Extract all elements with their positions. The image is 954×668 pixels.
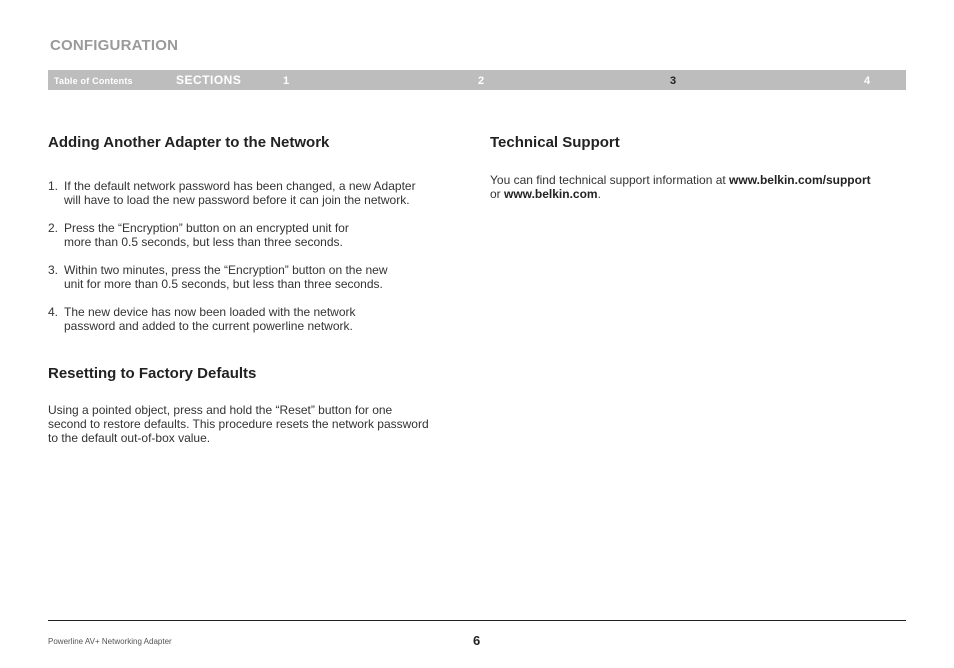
section-title: CONFIGURATION (50, 37, 179, 54)
page-number: 6 (473, 633, 481, 648)
list-item (48, 305, 468, 333)
nav-section-4[interactable]: 4 (864, 75, 871, 87)
step-text-line: The new device has now been loaded with the network (64, 305, 356, 319)
nav-section-1[interactable]: 1 (283, 75, 290, 87)
nav-sections-label: SECTIONS (176, 73, 242, 87)
adding-adapter-steps (48, 179, 468, 333)
step-number: 3. (48, 263, 59, 277)
step-text-line: will have to load the new password before it can join the network. (64, 193, 410, 207)
support-link[interactable]: www.belkin.com/support (729, 173, 871, 187)
list-item (48, 263, 468, 291)
footer-divider (48, 620, 906, 621)
step-number: 2. (48, 221, 59, 235)
step-number: 4. (48, 305, 59, 319)
paragraph-line: to the default out-of-box value. (48, 431, 211, 445)
technical-support-heading: Technical Support (490, 134, 620, 151)
reset-defaults-heading: Resetting to Factory Defaults (48, 365, 257, 382)
step-text-line: Within two minutes, press the “Encryption” button on the new (64, 263, 388, 277)
technical-support-paragraph (490, 173, 910, 201)
paragraph-line: second to restore defaults. This procedure resets the network password (48, 417, 429, 431)
list-item (48, 179, 468, 207)
step-number: 1. (48, 179, 59, 193)
step-text-line: more than 0.5 seconds, but less than three seconds. (64, 235, 343, 249)
support-text-end: . (597, 187, 601, 201)
step-text-line: unit for more than 0.5 seconds, but less than three seconds. (64, 277, 383, 291)
support-text-or: or (490, 187, 505, 201)
nav-section-3-active[interactable]: 3 (670, 75, 677, 87)
adding-adapter-heading: Adding Another Adapter to the Network (48, 134, 330, 151)
belkin-link[interactable]: www.belkin.com (504, 187, 598, 201)
left-column (48, 134, 468, 445)
paragraph-line: Using a pointed object, press and hold the “Reset” button for one (48, 403, 393, 417)
support-text-before: You can find technical support information at (490, 173, 730, 187)
step-text-line: password and added to the current powerline network. (64, 319, 353, 333)
right-column (490, 134, 910, 201)
list-item (48, 221, 468, 249)
step-text-line: If the default network password has been changed, a new Adapter (64, 179, 416, 193)
nav-table-of-contents[interactable]: Table of Contents (54, 76, 133, 86)
reset-defaults-paragraph (48, 403, 468, 445)
step-text-line: Press the “Encryption” button on an encrypted unit for (64, 221, 349, 235)
nav-section-2[interactable]: 2 (478, 75, 485, 87)
footer-product-name: Powerline AV+ Networking Adapter (48, 637, 172, 646)
section-navbar (48, 70, 906, 90)
